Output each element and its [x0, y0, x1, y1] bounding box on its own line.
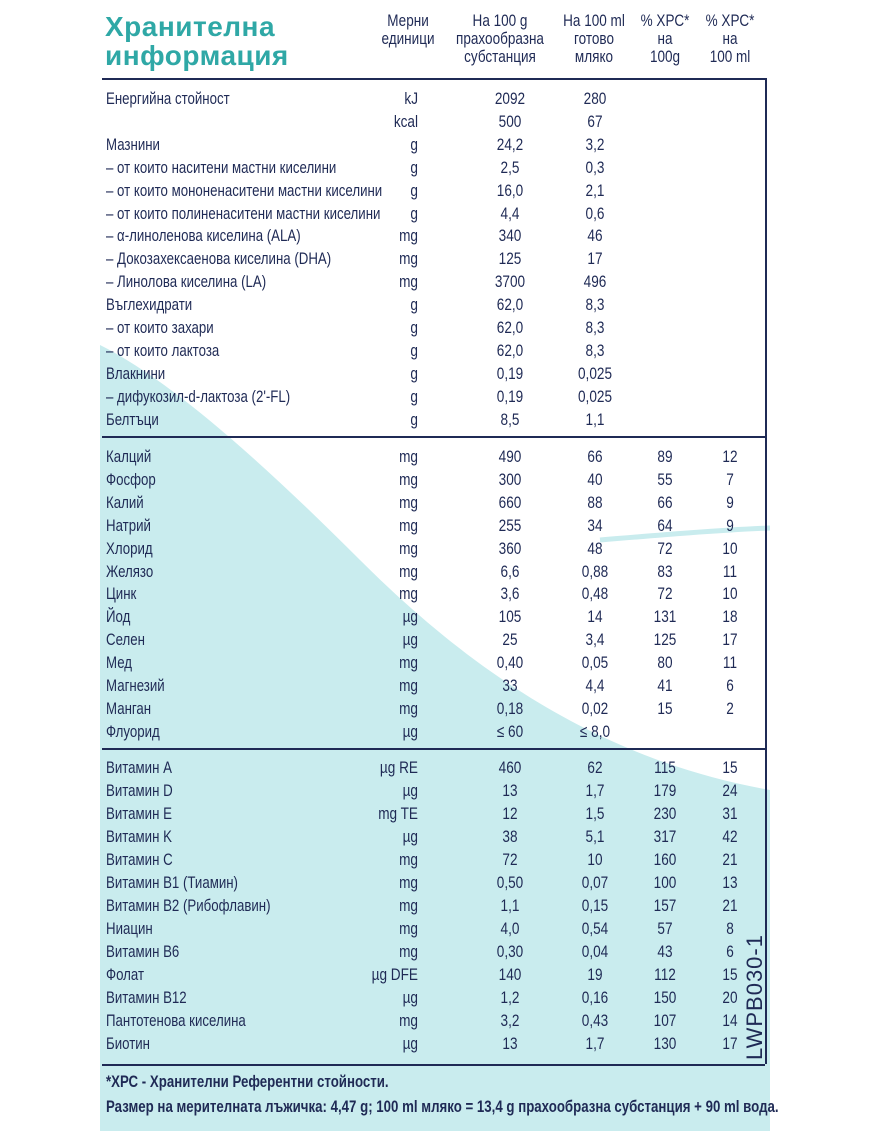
rsi-per-100ml — [708, 386, 753, 408]
nutrient-name: Ниацин — [106, 919, 153, 938]
nutrient-name: – дифукозил-d-лактоза (2'-FL) — [106, 386, 291, 406]
value-per-100ml: 1,5 — [585, 804, 605, 823]
rsi-per-100g: 89 — [657, 447, 673, 466]
header-units: Мерни единици — [381, 12, 435, 48]
rsi-per-100g: 100 — [653, 873, 677, 892]
table-row — [0, 872, 870, 894]
rsi-per-100g: 64 — [657, 515, 673, 535]
table-row — [0, 941, 870, 963]
value-per-100g: 0,50 — [496, 873, 524, 892]
value-per-100ml: 0,16 — [581, 988, 609, 1007]
nutrient-name: Йод — [106, 607, 131, 627]
table-row — [0, 895, 870, 917]
table-row — [0, 294, 870, 316]
nutrient-name: Биотин — [106, 1034, 150, 1053]
nutrient-name: – Линолова киселина (LA) — [106, 272, 267, 292]
header-rsi-100g: % ХРС* на 100g — [640, 12, 690, 66]
unit: g — [410, 134, 418, 154]
unit: mg — [399, 942, 418, 961]
value-per-100ml: 8,3 — [585, 295, 605, 315]
rsi-per-100ml — [708, 111, 753, 133]
rsi-per-100g: 15 — [657, 698, 673, 718]
rsi-per-100g: 130 — [653, 1034, 677, 1053]
value-per-100g: 0,30 — [496, 942, 524, 961]
unit: g — [410, 295, 418, 315]
rsi-per-100g: 230 — [653, 804, 677, 823]
table-row — [0, 134, 870, 156]
value-per-100ml: 0,15 — [581, 896, 609, 915]
unit: mg — [399, 272, 418, 292]
value-per-100ml: 67 — [587, 111, 603, 131]
rsi-per-100g — [643, 721, 688, 743]
section-divider-2 — [102, 748, 765, 750]
value-per-100g: 255 — [498, 515, 522, 535]
nutrient-name: Желязо — [106, 561, 154, 581]
unit: mg — [399, 850, 418, 869]
rsi-per-100ml — [708, 721, 753, 743]
nutrient-name: Витамин E — [106, 804, 172, 823]
value-per-100ml: 3,2 — [585, 134, 605, 154]
value-per-100ml: 0,6 — [585, 203, 605, 223]
rsi-per-100ml — [708, 363, 753, 385]
nutrient-name: Калий — [106, 492, 144, 512]
unit: µg RE — [379, 758, 418, 777]
rsi-per-100ml: 2 — [726, 698, 734, 718]
nutrient-name: Витамин B12 — [106, 988, 187, 1007]
unit: g — [410, 318, 418, 337]
table-row — [0, 469, 870, 491]
unit: µg — [402, 781, 418, 800]
table-row — [0, 492, 870, 514]
nutrient-name: Витамин B2 (Рибофлавин) — [106, 896, 271, 915]
table-row — [0, 363, 870, 385]
value-per-100ml: 0,48 — [581, 584, 609, 604]
rsi-per-100g: 179 — [653, 781, 677, 800]
value-per-100g: 38 — [502, 827, 518, 846]
footnote-rsi: *ХРС - Хранителни Референтни стойности. — [106, 1072, 389, 1091]
rsi-per-100g — [643, 386, 688, 408]
unit: mg — [399, 561, 418, 581]
table-row — [0, 317, 870, 339]
value-per-100g: 12 — [502, 804, 518, 823]
unit: mg — [399, 538, 418, 558]
value-per-100g: 24,2 — [496, 134, 524, 154]
value-per-100g: 3,2 — [500, 1011, 520, 1030]
rsi-per-100ml — [708, 248, 753, 270]
value-per-100ml: 0,3 — [585, 157, 605, 177]
rsi-per-100g: 57 — [657, 919, 673, 938]
table-row — [0, 629, 870, 651]
nutrient-name: Витамин D — [106, 781, 173, 800]
table-row — [0, 88, 870, 110]
nutrient-name: Натрий — [106, 515, 151, 535]
rsi-per-100g: 157 — [653, 896, 677, 915]
nutrient-name: Фосфор — [106, 469, 156, 489]
header-per-100ml: На 100 ml готово мляко — [563, 12, 625, 66]
product-code: LWPB030-1 — [742, 934, 767, 1060]
table-row — [0, 918, 870, 940]
value-per-100ml: 1,1 — [585, 409, 605, 429]
unit: mg — [399, 492, 418, 512]
value-per-100g: 4,0 — [500, 919, 520, 938]
table-row — [0, 606, 870, 628]
rsi-per-100g: 43 — [657, 942, 673, 961]
unit: g — [410, 340, 418, 360]
nutrient-name: – от които мононенаситени мастни киселини — [106, 180, 383, 200]
unit: mg — [399, 515, 418, 535]
unit: g — [410, 203, 418, 223]
table-row — [0, 780, 870, 802]
header-per-100g: На 100 g прахообразна субстанция — [456, 12, 544, 66]
value-per-100g: 0,40 — [496, 653, 524, 673]
rsi-per-100ml: 31 — [722, 804, 738, 823]
rsi-per-100g — [643, 409, 688, 431]
unit: g — [410, 180, 418, 200]
value-per-100ml: 17 — [587, 249, 603, 269]
rsi-per-100ml: 15 — [722, 758, 738, 777]
table-row — [0, 386, 870, 408]
nutrient-name: – от които полиненаситени мастни киселини — [106, 203, 381, 223]
rsi-per-100g: 55 — [657, 469, 673, 489]
value-per-100ml: 14 — [587, 607, 603, 627]
rsi-per-100g — [643, 363, 688, 385]
value-per-100g: 62,0 — [496, 295, 524, 315]
unit: mg — [399, 249, 418, 269]
rsi-per-100g: 125 — [653, 630, 677, 650]
rsi-per-100g: 72 — [657, 584, 673, 604]
value-per-100g: 105 — [498, 607, 522, 627]
value-per-100g: 300 — [498, 469, 522, 489]
unit: µg — [402, 1034, 418, 1053]
value-per-100ml: 40 — [587, 469, 603, 489]
unit: µg — [402, 607, 418, 627]
rsi-per-100ml: 15 — [722, 965, 738, 984]
rsi-per-100g: 107 — [653, 1011, 677, 1030]
unit: kcal — [393, 111, 418, 131]
rsi-per-100ml: 8 — [726, 919, 734, 938]
value-per-100ml: 48 — [587, 538, 603, 558]
nutrient-name: Хлорид — [106, 538, 153, 558]
rsi-per-100g — [643, 225, 688, 247]
table-row — [0, 721, 870, 743]
unit: µg — [402, 721, 418, 741]
value-per-100g: 360 — [498, 538, 522, 558]
rsi-per-100ml: 42 — [722, 827, 738, 846]
value-per-100g: 140 — [498, 965, 522, 984]
rsi-per-100g — [643, 157, 688, 179]
value-per-100g: 125 — [498, 249, 522, 269]
value-per-100ml: 66 — [587, 447, 603, 466]
unit: µg — [402, 630, 418, 650]
value-per-100g: 4,4 — [500, 203, 520, 223]
value-per-100g: 3,6 — [500, 584, 520, 604]
value-per-100ml: 88 — [587, 492, 603, 512]
nutrient-name: Мед — [106, 653, 133, 673]
value-per-100ml: 19 — [587, 965, 603, 984]
value-per-100ml: 62 — [587, 758, 603, 777]
table-row — [0, 675, 870, 697]
table-row — [0, 203, 870, 225]
rsi-per-100g: 80 — [657, 653, 673, 673]
unit: mg — [399, 676, 418, 695]
unit: g — [410, 409, 418, 429]
unit: mg — [399, 873, 418, 892]
nutrient-name: Селен — [106, 630, 145, 650]
rsi-per-100ml: 21 — [722, 850, 738, 869]
nutrient-name: Витамин B6 — [106, 942, 180, 961]
rsi-per-100ml — [708, 88, 753, 110]
rsi-per-100g: 317 — [653, 827, 677, 846]
table-row — [0, 1033, 870, 1055]
rsi-per-100ml — [708, 409, 753, 431]
value-per-100g: 340 — [498, 226, 522, 246]
nutrient-name: Цинк — [106, 584, 137, 604]
unit: g — [410, 386, 418, 406]
rsi-per-100ml: 6 — [726, 942, 734, 961]
value-per-100g: 16,0 — [496, 180, 524, 200]
rsi-per-100ml — [708, 157, 753, 179]
table-row — [0, 515, 870, 537]
value-per-100g: 8,5 — [500, 409, 520, 429]
table-row — [0, 757, 870, 779]
unit: mg — [399, 447, 418, 466]
value-per-100g: 2092 — [494, 89, 526, 108]
value-per-100ml: 0,88 — [581, 561, 609, 581]
table-row — [0, 1010, 870, 1032]
unit: g — [410, 157, 418, 177]
unit: mg — [399, 919, 418, 938]
unit: mg — [399, 653, 418, 673]
nutrient-name: Витамин B1 (Тиамин) — [106, 873, 238, 892]
unit: mg — [399, 584, 418, 604]
value-per-100ml: 0,02 — [581, 698, 609, 718]
rsi-per-100ml: 6 — [726, 676, 734, 695]
value-per-100ml: 4,4 — [585, 676, 605, 695]
rsi-per-100g — [643, 203, 688, 225]
value-per-100g: 1,2 — [500, 988, 520, 1007]
value-per-100ml: 10 — [587, 850, 603, 869]
rsi-per-100ml — [708, 225, 753, 247]
section-divider-1 — [102, 436, 765, 438]
value-per-100ml: 0,07 — [581, 873, 609, 892]
rsi-per-100g: 160 — [653, 850, 677, 869]
footnote-scoop: Размер на мерителната лъжичка: 4,47 g; 100 ml мляко = 13,4 g прахообразна субстанция + 90 ml вода. — [106, 1097, 779, 1116]
unit: kJ — [404, 89, 418, 108]
nutrient-name: Пантотенова киселина — [106, 1011, 246, 1030]
table-row — [0, 111, 870, 133]
table-row — [0, 340, 870, 362]
nutrient-name: Мазнини — [106, 134, 160, 154]
rsi-per-100ml: 20 — [722, 988, 738, 1007]
rsi-per-100g — [643, 317, 688, 339]
table-row — [0, 157, 870, 179]
header-rule — [102, 78, 765, 80]
rsi-per-100ml: 10 — [722, 584, 738, 604]
nutrient-name: Магнезий — [106, 676, 165, 695]
value-per-100ml: 0,025 — [577, 363, 613, 383]
value-per-100ml: 280 — [583, 89, 607, 108]
rsi-per-100g: 131 — [653, 607, 677, 627]
rsi-per-100g: 66 — [657, 492, 673, 512]
nutrient-name: – Докозахексаенова киселина (DHA) — [106, 249, 332, 269]
header-rsi-100ml: % ХРС* на 100 ml — [705, 12, 755, 66]
rsi-per-100ml: 9 — [726, 492, 734, 512]
table-row — [0, 561, 870, 583]
value-per-100ml: 46 — [587, 226, 603, 246]
rsi-per-100ml: 17 — [722, 1034, 738, 1053]
table-row — [0, 409, 870, 431]
table-row — [0, 652, 870, 674]
rsi-per-100ml: 11 — [722, 561, 738, 581]
rsi-per-100ml: 11 — [722, 653, 738, 673]
nutrient-name: Фолат — [106, 965, 145, 984]
rsi-per-100g — [643, 294, 688, 316]
rsi-per-100g: 112 — [654, 965, 676, 984]
value-per-100g: 6,6 — [500, 561, 520, 581]
rsi-per-100ml — [708, 134, 753, 156]
unit: mg — [399, 896, 418, 915]
value-per-100ml: 1,7 — [585, 1034, 605, 1053]
value-per-100ml: 0,54 — [581, 919, 609, 938]
rsi-per-100g: 72 — [657, 538, 673, 558]
value-per-100g: 33 — [502, 676, 518, 695]
rsi-per-100g — [643, 180, 688, 202]
unit: µg — [402, 988, 418, 1007]
value-per-100g: 3700 — [494, 272, 526, 292]
nutrient-name: – от които лактоза — [106, 340, 220, 360]
unit: µg — [402, 827, 418, 846]
table-row — [0, 849, 870, 871]
value-per-100ml: 496 — [583, 272, 607, 292]
value-per-100g: 13 — [502, 781, 518, 800]
rsi-per-100ml — [708, 294, 753, 316]
nutrient-name: Енергийна стойност — [106, 89, 230, 108]
table-row — [0, 987, 870, 1009]
value-per-100g: 13 — [502, 1034, 518, 1053]
value-per-100ml: 0,025 — [577, 386, 613, 406]
rsi-per-100ml: 17 — [722, 630, 738, 650]
nutrient-name: Въглехидрати — [106, 295, 193, 315]
unit: mg TE — [378, 804, 418, 823]
rsi-per-100g — [643, 111, 688, 133]
unit: mg — [399, 469, 418, 489]
nutrient-name: Манган — [106, 698, 152, 718]
unit: g — [410, 363, 418, 383]
rsi-per-100ml — [708, 340, 753, 362]
rsi-per-100g — [643, 271, 688, 293]
rsi-per-100ml: 10 — [722, 538, 738, 558]
value-per-100ml: 0,05 — [581, 653, 609, 673]
rsi-per-100g — [643, 134, 688, 156]
table-row — [0, 803, 870, 825]
value-per-100ml: 8,3 — [585, 340, 605, 360]
value-per-100ml: 5,1 — [585, 827, 605, 846]
rsi-per-100g — [643, 340, 688, 362]
rsi-per-100ml — [708, 180, 753, 202]
unit: mg — [399, 226, 418, 246]
value-per-100ml: 1,7 — [585, 781, 605, 800]
value-per-100ml: 0,04 — [581, 942, 609, 961]
table-row — [0, 271, 870, 293]
value-per-100g: 1,1 — [500, 896, 520, 915]
nutrient-name: Витамин C — [106, 850, 173, 869]
rsi-per-100ml: 24 — [722, 781, 738, 800]
value-per-100g: 490 — [498, 447, 522, 466]
value-per-100g: 460 — [498, 758, 522, 777]
table-bottom-rule — [102, 1064, 765, 1066]
rsi-per-100ml: 7 — [726, 469, 734, 489]
value-per-100g: 2,5 — [500, 157, 520, 177]
value-per-100g: 62,0 — [496, 340, 524, 360]
rsi-per-100g: 41 — [657, 676, 673, 695]
value-per-100ml: 8,3 — [585, 318, 605, 337]
rsi-per-100ml: 21 — [722, 896, 738, 915]
rsi-per-100ml: 13 — [722, 873, 738, 892]
unit: mg — [399, 698, 418, 718]
table-row — [0, 826, 870, 848]
value-per-100g: 0,19 — [496, 386, 524, 406]
value-per-100g: 25 — [502, 630, 518, 650]
nutrient-name: Витамин A — [106, 758, 172, 777]
table-row — [0, 964, 870, 986]
rsi-per-100g — [643, 88, 688, 110]
value-per-100ml: 34 — [587, 515, 603, 535]
value-per-100g: 62,0 — [496, 318, 524, 337]
value-per-100g: 500 — [498, 111, 522, 131]
rsi-per-100ml: 18 — [722, 607, 738, 627]
table-row — [0, 248, 870, 270]
panel-title: Хранителна информация — [105, 11, 289, 71]
value-per-100g: 72 — [502, 850, 518, 869]
value-per-100ml: 3,4 — [585, 630, 605, 650]
value-per-100ml: 0,43 — [581, 1011, 609, 1030]
table-row — [0, 180, 870, 202]
nutrient-name: – α-линоленова киселина (ALA) — [106, 226, 301, 246]
rsi-per-100g — [643, 248, 688, 270]
nutrient-name: Белтъци — [106, 409, 159, 429]
rsi-per-100g: 115 — [654, 758, 676, 777]
table-row — [0, 583, 870, 605]
table-row — [0, 538, 870, 560]
value-per-100g: 0,18 — [496, 698, 524, 718]
unit: mg — [399, 1011, 418, 1030]
rsi-per-100ml: 14 — [722, 1011, 738, 1030]
unit: µg DFE — [371, 965, 418, 984]
table-row — [0, 225, 870, 247]
table-row — [0, 698, 870, 720]
nutrient-name: Влакнини — [106, 363, 166, 383]
value-per-100g: 660 — [498, 492, 522, 512]
rsi-per-100ml — [708, 271, 753, 293]
table-row — [0, 446, 870, 468]
value-per-100g: 0,19 — [496, 363, 524, 383]
rsi-per-100ml: 12 — [722, 447, 738, 466]
nutrient-name: – от които захари — [106, 318, 214, 337]
nutrient-name: Флуорид — [106, 721, 160, 741]
rsi-per-100ml — [708, 203, 753, 225]
value-per-100ml: 2,1 — [585, 180, 605, 200]
value-per-100ml: ≤ 8,0 — [579, 721, 611, 741]
value-per-100g: ≤ 60 — [496, 721, 524, 741]
nutrient-name: Калций — [106, 447, 152, 466]
nutrient-name: – от които наситени мастни киселини — [106, 157, 337, 177]
rsi-per-100ml: 9 — [726, 515, 734, 535]
rsi-per-100g: 83 — [657, 561, 673, 581]
nutrient-name: Витамин K — [106, 827, 172, 846]
rsi-per-100g: 150 — [653, 988, 677, 1007]
rsi-per-100ml — [708, 317, 753, 339]
